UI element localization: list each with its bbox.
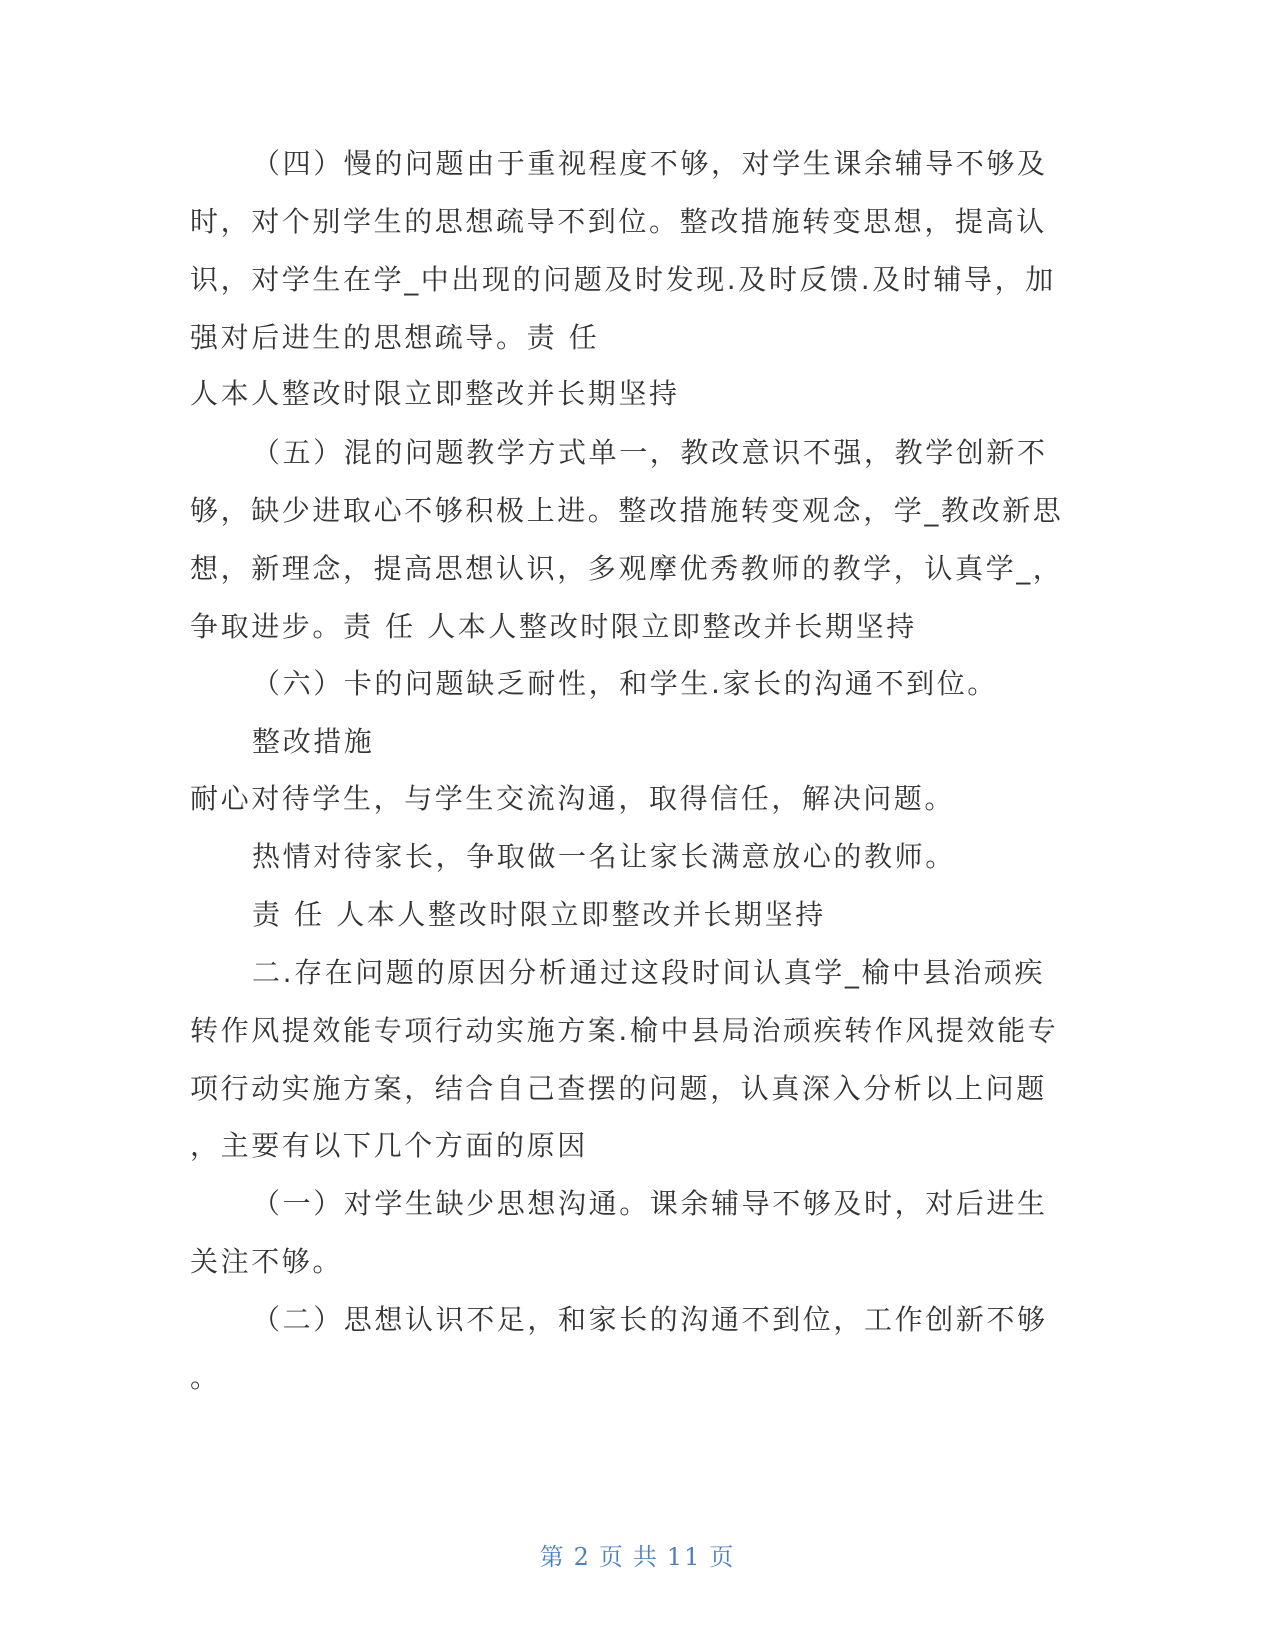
paragraph-line: 耐心对待学生，与学生交流沟通，取得信任，解决问题。 — [190, 782, 956, 815]
paragraph-line: 关注不够。 — [190, 1245, 344, 1278]
paragraph-line: 责 任 人本人整改时限立即整改并长期坚持 — [252, 898, 826, 931]
paragraph-line: 整改措施 — [252, 725, 375, 758]
paragraph-line: （六）卡的问题缺乏耐性，和学生.家长的沟通不到位。 — [252, 667, 998, 700]
paragraph-line: （一）对学生缺少思想沟通。课余辅导不够及时，对后进生 — [252, 1187, 1048, 1220]
paragraph-line: 争取进步。责 任 人本人整改时限立即整改并长期坚持 — [190, 610, 917, 643]
paragraph-line: 识，对学生在学_中出现的问题及时发现.及时反馈.及时辅导，加 — [190, 263, 1056, 296]
current-page-number: 2 — [573, 1543, 591, 1571]
footer-total-prefix: 共 — [632, 1543, 659, 1571]
paragraph-line: 转作风提效能专项行动实施方案.榆中县局治顽疾转作风提效能专 — [190, 1014, 1059, 1047]
paragraph-line: 热情对待家长，争取做一名让家长满意放心的教师。 — [252, 840, 956, 873]
footer-total-unit: 页 — [709, 1543, 736, 1571]
paragraph-line: 项行动实施方案，结合自己查摆的问题，认真深入分析以上问题 — [190, 1072, 1047, 1105]
page-footer — [0, 1542, 1275, 1572]
paragraph-line: 人本人整改时限立即整改并长期坚持 — [190, 377, 680, 410]
paragraph-line: （二）思想认识不足，和家长的沟通不到位，工作创新不够 — [252, 1303, 1048, 1336]
paragraph-line: （五）混的问题教学方式单一，教改意识不强，教学创新不 — [252, 436, 1048, 469]
paragraph-line: 够，缺少进取心不够积极上进。整改措施转变观念，学_教改新思 — [190, 494, 1064, 527]
paragraph-line: ，主要有以下几个方面的原因 — [190, 1129, 588, 1162]
footer-prefix: 第 — [539, 1543, 566, 1571]
paragraph-line: （四）慢的问题由于重视程度不够，对学生课余辅导不够及 — [252, 147, 1048, 180]
footer-page-unit: 页 — [598, 1543, 625, 1571]
paragraph-line: 强对后进生的思想疏导。责 任 — [190, 321, 600, 354]
total-page-count: 11 — [666, 1543, 702, 1571]
paragraph-line: 二.存在问题的原因分析通过这段时间认真学_榆中县治顽疾 — [252, 956, 1046, 989]
paragraph-line: 。 — [190, 1361, 221, 1394]
paragraph-line: 想，新理念，提高思想认识，多观摩优秀教师的教学，认真学_， — [190, 552, 1064, 585]
paragraph-line: 时，对个别学生的思想疏导不到位。整改措施转变思想，提高认 — [190, 205, 1047, 238]
